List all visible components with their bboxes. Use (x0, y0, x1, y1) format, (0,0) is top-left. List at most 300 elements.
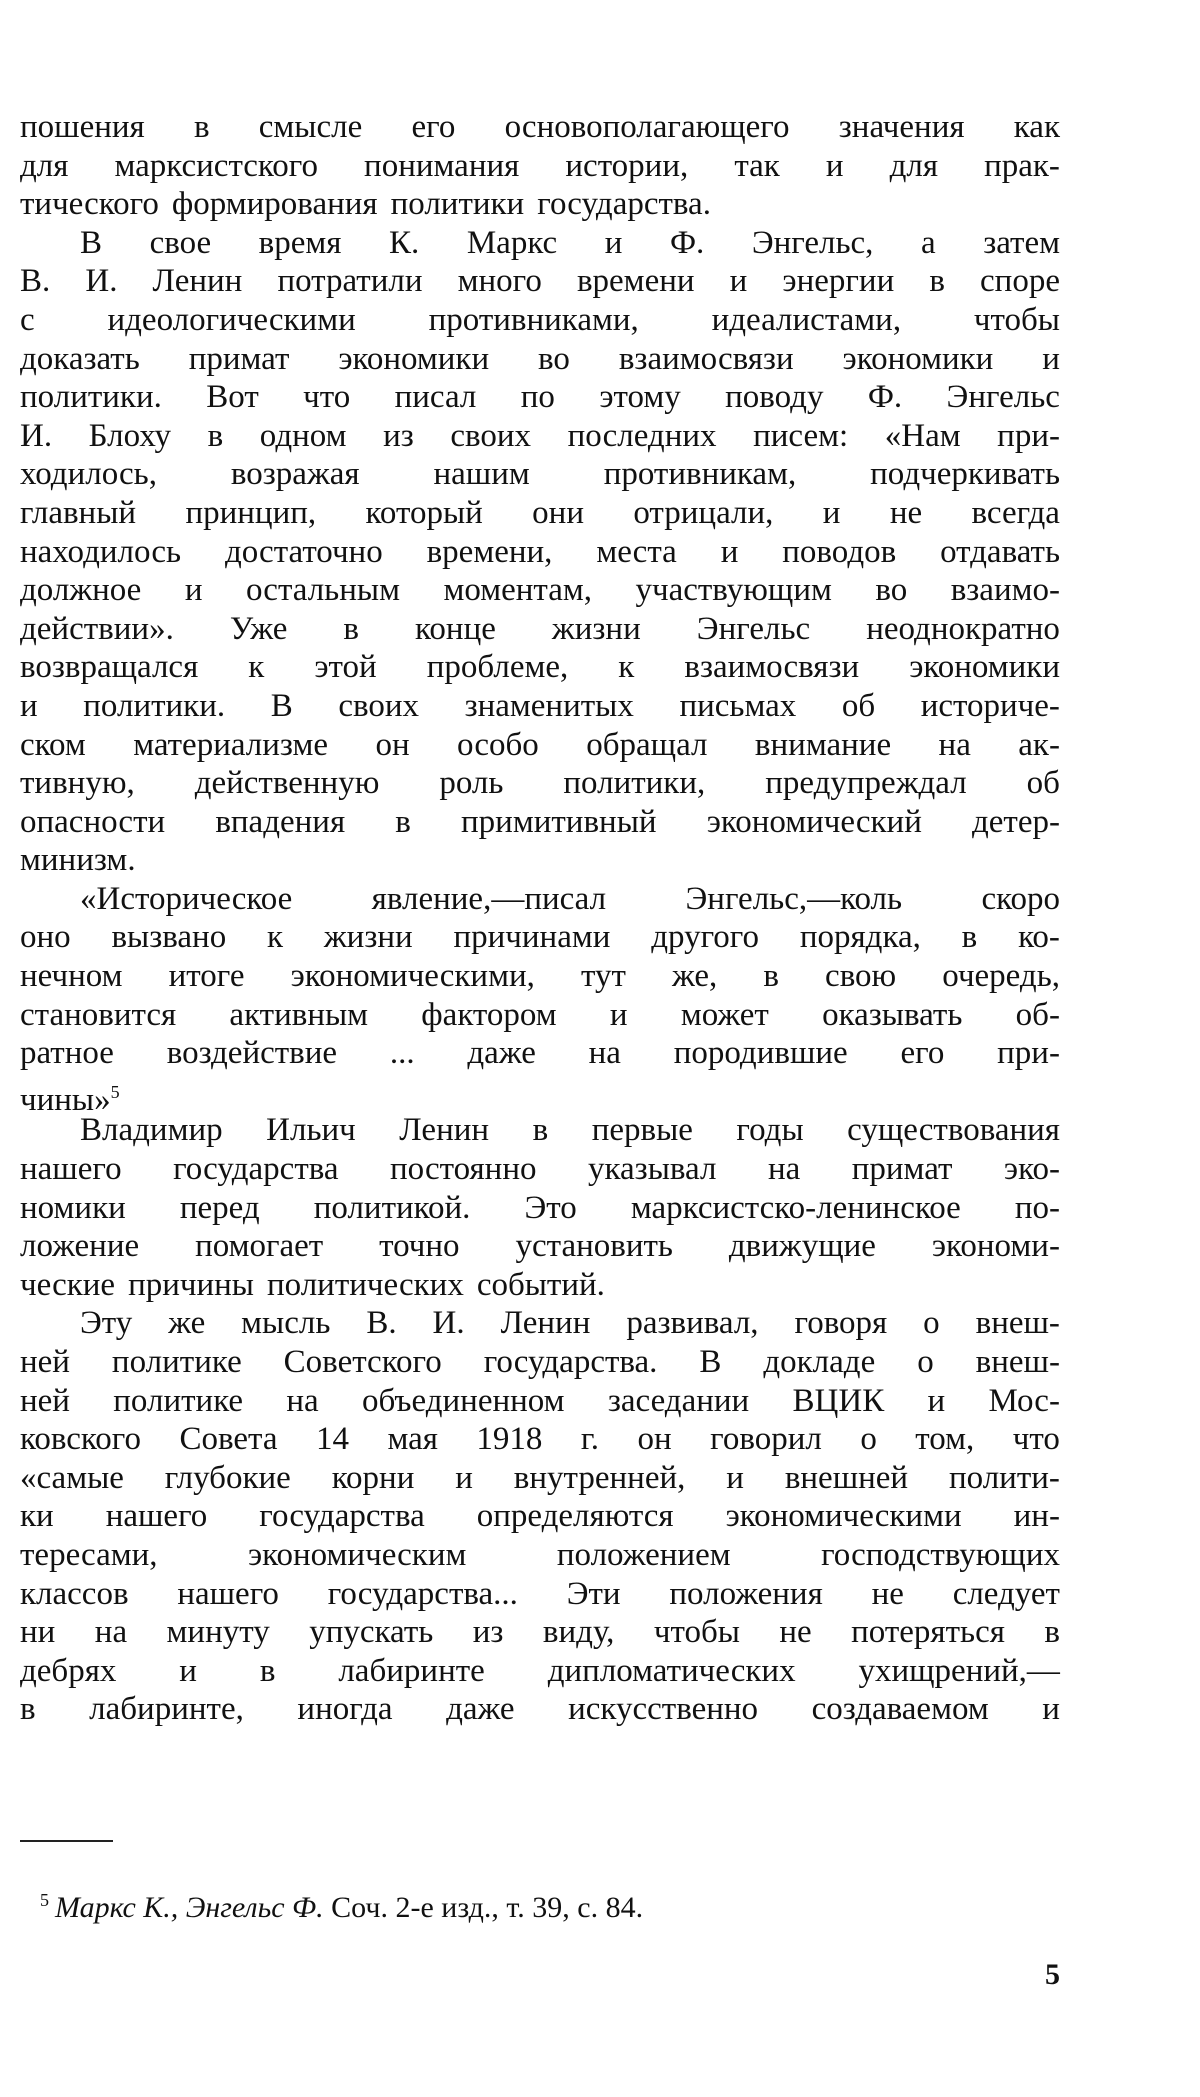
word: ки (20, 1498, 54, 1535)
word: свое (149, 224, 212, 261)
word: экономи- (931, 1228, 1060, 1265)
word: предупреждал (765, 765, 967, 802)
word: докладе (763, 1344, 876, 1380)
footnote-source: Соч. 2-е изд., т. 39, с. 84. (331, 1891, 644, 1924)
word: потратили (277, 263, 423, 300)
text-line (20, 571, 1060, 610)
word: лабиринте (338, 1652, 485, 1689)
word: лабиринте, (89, 1691, 244, 1728)
word: и (184, 572, 203, 609)
word: ложение (20, 1228, 140, 1265)
text-line (20, 726, 1060, 765)
word: причины (128, 1266, 254, 1303)
word: моментам, (443, 572, 592, 609)
text-line (20, 841, 1060, 880)
word: в (532, 1112, 549, 1149)
word: экономическим (248, 1536, 467, 1573)
word: политике (113, 1382, 244, 1419)
word: обращал (586, 726, 708, 763)
word: экономики (909, 649, 1060, 686)
word: политических (266, 1266, 464, 1303)
word: при- (997, 417, 1060, 454)
word: ческие (20, 1266, 116, 1303)
word: тивную, (20, 765, 135, 802)
word: взаимосвязи (684, 649, 860, 686)
footnote-mark: 5 (40, 1890, 49, 1910)
word: ходилось, (20, 456, 157, 493)
word: политики (390, 186, 525, 223)
word: мая (387, 1421, 438, 1458)
word: развивал, (626, 1305, 759, 1342)
word: на (94, 1614, 128, 1651)
word: ратное (20, 1035, 114, 1072)
word: Уже (229, 610, 288, 647)
word: иногда (297, 1691, 393, 1728)
word: же, (672, 958, 718, 995)
word: пошения (20, 109, 145, 145)
word: места (596, 533, 677, 570)
word: ухищрений,— (858, 1652, 1060, 1689)
word: и (20, 687, 38, 724)
word: чтобы (973, 301, 1060, 338)
word: годы (736, 1112, 804, 1149)
word: номики (20, 1189, 126, 1226)
word: доказать (20, 340, 140, 377)
footnote-authors: Маркс К., Энгельс Ф. (55, 1891, 324, 1924)
word: Энгельс, (751, 224, 874, 261)
word: Эти (566, 1575, 621, 1612)
word: даже (467, 1035, 536, 1072)
text-line (20, 1382, 1060, 1421)
word: для (20, 147, 69, 184)
word: как (1013, 109, 1060, 145)
word: а (920, 224, 936, 261)
word: они (532, 494, 584, 531)
text-line (20, 1150, 1060, 1189)
word: ковского (20, 1421, 141, 1458)
word: в (763, 958, 779, 995)
footnote (40, 1882, 643, 1926)
word: событий. (476, 1266, 605, 1303)
word: Энгельс,—коль (685, 880, 903, 917)
footnote-divider (20, 1840, 113, 1842)
text-line (20, 378, 1060, 417)
text-line (20, 764, 1060, 803)
word: и (720, 533, 739, 570)
text-line (20, 533, 1060, 572)
word: Ф. (669, 224, 705, 261)
word: И. (432, 1305, 465, 1342)
text-line (20, 417, 1060, 456)
word: неоднократно (866, 610, 1060, 647)
text-line (20, 803, 1060, 842)
word: об (841, 687, 876, 724)
word: скоро (981, 880, 1060, 917)
word: взаимосвязи (618, 340, 794, 377)
text-line (20, 1613, 1060, 1652)
word: ко- (1018, 919, 1060, 956)
main-text (20, 108, 1060, 1729)
word: времени (576, 263, 695, 300)
word: он (637, 1421, 672, 1458)
text-line (20, 996, 1060, 1035)
word: внеш- (975, 1344, 1060, 1380)
word: минизм. (20, 842, 136, 879)
word: смысле (258, 109, 363, 145)
word: идеалистами, (711, 301, 902, 338)
word: опасности (20, 803, 166, 840)
word: оказывать (822, 996, 963, 1033)
word: противникам, (603, 456, 797, 493)
word: заседании (607, 1382, 750, 1419)
word: Маркс (466, 224, 558, 261)
word: тут (580, 958, 626, 995)
word: и (1042, 1691, 1060, 1728)
word: при- (997, 1035, 1060, 1072)
word: в (193, 109, 210, 145)
word: знаменитых (464, 687, 634, 724)
word: ском (20, 726, 86, 763)
word: действии». (20, 610, 174, 647)
word: постоянно (390, 1151, 537, 1188)
word: для (889, 147, 939, 184)
word: политики, (563, 765, 706, 802)
word: государства (173, 1151, 339, 1188)
word: о (923, 1305, 940, 1342)
word: остальным (245, 572, 400, 609)
word: ней (20, 1344, 70, 1380)
word: и (609, 996, 628, 1033)
text-line (20, 1652, 1060, 1691)
text-line (20, 1227, 1060, 1266)
word: в (961, 919, 978, 956)
word: много (457, 263, 542, 300)
word: вызвано (111, 919, 227, 956)
word: экономический (706, 803, 922, 840)
word: взаимо- (950, 572, 1060, 609)
word: писал (394, 379, 477, 416)
word: значения (838, 109, 965, 145)
word: споре (980, 263, 1060, 300)
word: и (604, 224, 623, 261)
word: чтобы (653, 1614, 740, 1651)
word: по (520, 379, 555, 416)
word: перед (179, 1189, 260, 1226)
word: к (267, 919, 284, 956)
word: глубокие (164, 1459, 291, 1496)
word: об (1026, 765, 1060, 802)
word: время (258, 224, 342, 261)
word: внимание (754, 726, 892, 763)
word: противниками, (428, 301, 639, 338)
word: И. (85, 263, 118, 300)
word: Ильич (266, 1112, 356, 1149)
word: писем: (753, 417, 849, 454)
word: примат (851, 1151, 953, 1188)
word: фактором (421, 996, 557, 1033)
word: становится (20, 996, 177, 1033)
word: следует (952, 1575, 1060, 1612)
word: государства (259, 1498, 425, 1535)
word: письмах (679, 687, 797, 724)
word: отдавать (940, 533, 1060, 570)
word: ак- (1018, 726, 1060, 763)
word: государства. (537, 186, 711, 223)
word: Ленин (152, 263, 243, 300)
word: порядка, (799, 919, 921, 956)
word: своих (338, 687, 419, 724)
word: установить (515, 1228, 673, 1265)
word: и (455, 1459, 473, 1496)
word: же (168, 1305, 206, 1342)
word: понимания (364, 147, 520, 184)
text-line (20, 1459, 1060, 1498)
word: оно (20, 919, 71, 956)
word: на (938, 726, 971, 763)
word: положением (556, 1536, 731, 1573)
word: Совета (179, 1421, 278, 1458)
word: «самые (20, 1459, 124, 1496)
word: Советского (283, 1344, 442, 1380)
word: из (472, 1614, 504, 1651)
text-line (20, 185, 1060, 224)
word: экономическими, (290, 958, 535, 995)
word: Эту (80, 1305, 133, 1342)
word: В. (366, 1305, 397, 1342)
word: и (1042, 340, 1060, 377)
word: не (871, 1575, 904, 1612)
word: о (860, 1421, 877, 1458)
word: ... (389, 1035, 415, 1072)
word: экономики (842, 340, 994, 377)
word: формирования (171, 186, 378, 223)
word: к (618, 649, 635, 686)
word: этой (314, 649, 377, 686)
word: в (207, 417, 224, 454)
word: конце (415, 610, 496, 647)
word: том, (915, 1421, 975, 1458)
word: с (20, 301, 35, 338)
word: В (80, 224, 103, 261)
word: В (699, 1344, 722, 1380)
word: мысль (241, 1305, 331, 1342)
word: тического (20, 186, 159, 223)
word: поводу (725, 379, 824, 416)
word: истории, (565, 147, 689, 184)
word: и (822, 494, 841, 531)
word: искусственно (568, 1691, 759, 1728)
word: подчеркивать (870, 456, 1060, 493)
word: отрицали, (633, 494, 774, 531)
text-line (20, 918, 1060, 957)
word: в (929, 263, 945, 300)
word: о (917, 1344, 934, 1380)
word: внешней (784, 1459, 909, 1496)
word: помогает (195, 1228, 324, 1265)
word: во (538, 340, 570, 377)
text-line (20, 1073, 1060, 1118)
word: дебрях (20, 1652, 117, 1689)
word: примитивный (461, 803, 657, 840)
word: положения (669, 1575, 823, 1612)
word: экономическими (725, 1498, 962, 1535)
word: упускать (309, 1614, 434, 1651)
word: очередь, (942, 958, 1060, 995)
word: Ф. (867, 379, 903, 416)
word: участвующим (635, 572, 832, 609)
word: первые (591, 1112, 693, 1149)
word: причинами (453, 919, 611, 956)
word: чины»$^5$ (20, 1081, 120, 1118)
word: точно (379, 1228, 460, 1265)
word: государства... (327, 1575, 518, 1612)
word: его (900, 1035, 945, 1072)
word: в (1044, 1614, 1060, 1651)
word: ни (20, 1614, 56, 1651)
word: об- (1015, 996, 1060, 1033)
word: что (303, 379, 351, 416)
word: внеш- (975, 1305, 1060, 1342)
word: Ленин (500, 1305, 591, 1342)
word: Ленин (399, 1112, 490, 1149)
text-line (20, 1575, 1060, 1614)
word: из (383, 417, 414, 454)
text-line (20, 1497, 1060, 1536)
word: нашего (20, 1151, 122, 1188)
word: Энгельс (696, 610, 811, 647)
word: действенную (194, 765, 380, 802)
text-line (20, 108, 1060, 147)
word: так (734, 147, 780, 184)
word: явление,—писал (371, 880, 607, 917)
word: говоря (794, 1305, 888, 1342)
word: прак- (984, 147, 1060, 184)
word: может (680, 996, 769, 1033)
footnote-reference: 5 (110, 1081, 120, 1102)
text-line (20, 610, 1060, 649)
word: марксистского (114, 147, 318, 184)
word: нашим (433, 456, 530, 493)
word: в (343, 610, 359, 647)
word: примат (188, 340, 290, 377)
word: и (729, 263, 748, 300)
word: детер- (972, 803, 1060, 840)
word: он (375, 726, 410, 763)
word: говорил (710, 1421, 822, 1458)
text-line (20, 1189, 1060, 1228)
word: К. (389, 224, 420, 261)
word: нашего (105, 1498, 208, 1535)
word: проблеме, (426, 649, 569, 686)
word: государства. (483, 1344, 658, 1380)
word: 14 (315, 1421, 349, 1458)
word: объединенном (361, 1382, 565, 1419)
word: нашего (177, 1575, 279, 1612)
text-line (20, 301, 1060, 340)
word: затем (983, 224, 1060, 261)
word: итоге (168, 958, 245, 995)
word: господствующих (821, 1536, 1060, 1573)
word: Владимир (80, 1112, 223, 1149)
word: возражая (230, 456, 360, 493)
word: В. (20, 263, 51, 300)
word: основополагающего (504, 109, 790, 145)
word: экономики (338, 340, 490, 377)
word: и (726, 1459, 744, 1496)
word: возвращался (20, 649, 199, 686)
word: указывал (588, 1151, 717, 1188)
word: тересами, (20, 1536, 158, 1573)
text-line (20, 224, 1060, 263)
word: находилось (20, 533, 182, 570)
word: И. (20, 417, 53, 454)
word: принцип, (185, 494, 317, 531)
word: дипломатических (547, 1652, 796, 1689)
text-line (20, 1536, 1060, 1575)
word: достаточно (224, 533, 383, 570)
word: политики. (20, 379, 162, 416)
word: в (259, 1652, 276, 1689)
text-line (20, 1420, 1060, 1459)
word: ней (20, 1382, 70, 1419)
word: не (889, 494, 923, 531)
word: внутренней, (513, 1459, 686, 1496)
word: нечном (20, 958, 123, 995)
text-line (20, 340, 1060, 379)
text-line (20, 1690, 1060, 1729)
word: виду, (542, 1614, 615, 1651)
word: во (875, 572, 908, 609)
word: свою (825, 958, 897, 995)
word: в (395, 803, 411, 840)
word: одном (259, 417, 347, 454)
text-line (20, 147, 1060, 186)
word: и (927, 1382, 946, 1419)
word: определяются (476, 1498, 674, 1535)
word: породившие (673, 1035, 848, 1072)
text-line (20, 1304, 1060, 1343)
word: жизни (323, 919, 413, 956)
text-line (20, 687, 1060, 726)
word: должное (20, 572, 142, 609)
word: потеряться (851, 1614, 1005, 1651)
word: ин- (1013, 1498, 1060, 1535)
word: по- (1014, 1189, 1060, 1226)
word: который (365, 494, 483, 531)
text-line (20, 1034, 1060, 1073)
word: этому (599, 379, 681, 416)
word: даже (446, 1691, 515, 1728)
text-line (20, 262, 1060, 301)
word: марксистско-ленинское (630, 1189, 961, 1226)
text-line (20, 957, 1060, 996)
word: другого (651, 919, 760, 956)
word: идеологическими (107, 301, 356, 338)
word: 1918 (476, 1421, 543, 1458)
word: его (411, 109, 456, 145)
word: роль (439, 765, 504, 802)
text-line (20, 494, 1060, 533)
word: в (20, 1691, 36, 1728)
word: жизни (551, 610, 641, 647)
page-number: 5 (1045, 1958, 1060, 1991)
word: на (767, 1151, 801, 1188)
text-line (20, 455, 1060, 494)
word: Блоху (88, 417, 172, 454)
word: поводов (782, 533, 897, 570)
word: «Нам (884, 417, 961, 454)
word: и (179, 1652, 197, 1689)
